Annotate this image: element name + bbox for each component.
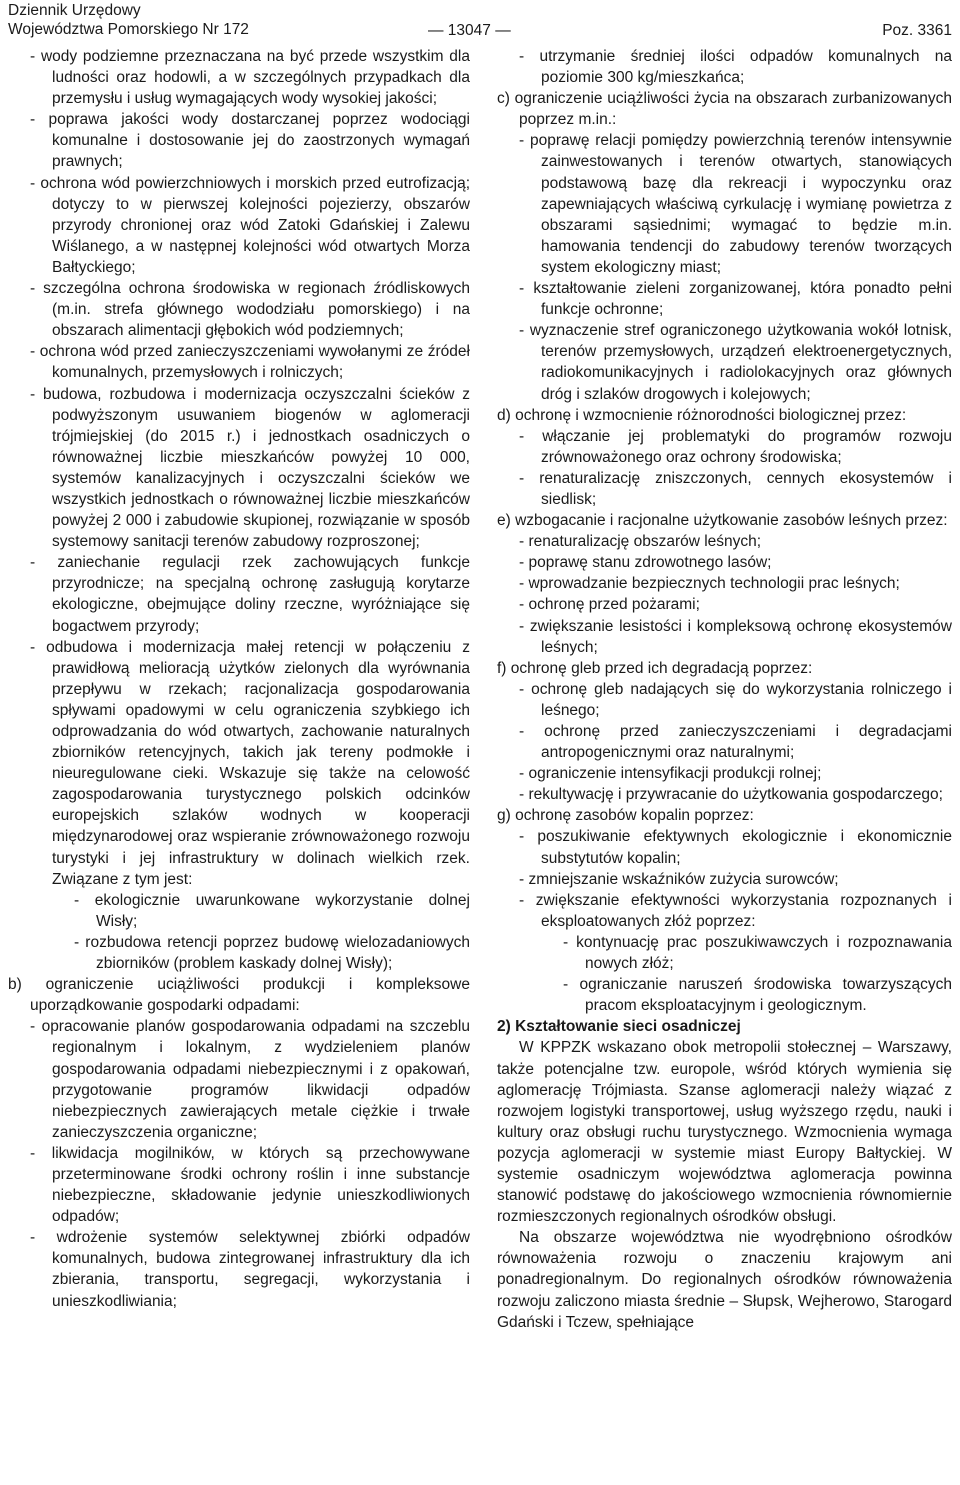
journal-voivodeship: Województwa Pomorskiego Nr 172: [8, 21, 249, 38]
sub-bullet-item: - kontynuację prac poszukiwawczych i rozpoznawania nowych złóż;: [563, 933, 952, 973]
journal-title: Dziennik Urzędowy: [8, 2, 141, 19]
page-header: [8, 0, 952, 44]
bullet-item: - poszukiwanie efektywnych ekologicznie i ekonomicznie substytutów kopalin;: [519, 828, 952, 867]
bullet-item: - odbudowa i modernizacja małej retencji w połączeniu z prawidłową melioracją użytków zielonych dla wyrównania przepływu w rzekach; racjonalizacja gospodarowania spływami opadowymi w celu ograniczenia szybkiego ich odprowadzania do wód otwartych, zachowanie naturalnych zbiorników retencyjnych, takich jak tereny podmokłe i nieuregulowane cieki. Wskazuje się także na celowość zagospodarowania turystycznego polskich odcinków europejskich szlaków wodnych w kooperacji międzynarodowej oraz wspieranie zrównoważonego rozwoju turystyki i jej infrastruktury w dolinach wielkich rzek. Związane z tym jest:: [30, 638, 470, 888]
bullet-item: - wyznaczenie stref ograniczonego użytkowania wokół lotnisk, terenów przemysłowych, urządzeń elektroenergetycznych, radiokomunikacyjnych i radiolokacyjnych oraz głównych dróg i szlaków drogowych i kolejowych;: [519, 322, 952, 403]
bullet-item: - ochronę gleb nadających się do wykorzystania rolniczego i leśnego;: [519, 680, 952, 719]
sub-bullet-item: - ograniczanie naruszeń środowiska towarzyszących pracom eksploatacyjnym i geologicznym.: [563, 976, 952, 1015]
position-number: Poz. 3361: [882, 22, 952, 39]
bullet-item: - poprawę stanu zdrowotnego lasów;: [519, 554, 772, 572]
bullet-item: - ochronę przed pożarami;: [519, 596, 700, 614]
bullet-item: - zwiększanie efektywności wykorzystania rozpoznanych i eksploatowanych złóż poprzez:: [519, 891, 952, 930]
bullet-item: - zmniejszanie wskaźników zużycia surowców;: [519, 870, 839, 888]
lettered-item: d) ochronę i wzmocnienie różnorodności biologicznej przez:: [497, 406, 907, 424]
bullet-item: - utrzymanie średniej ilości odpadów komunalnych na poziomie 300 kg/mieszkańca;: [519, 48, 952, 87]
bullet-item: - szczególna ochrona środowiska w regionach źródliskowych (m.in. strefa głównego wododziału pomorskiego) i na obszarach alimentacji głębokich wód podziemnych;: [30, 280, 470, 340]
bullet-item: - ograniczenie intensyfikacji produkcji rolnej;: [519, 765, 822, 783]
lettered-item: g) ochronę zasobów kopalin poprzez:: [497, 807, 754, 825]
lettered-item: b) ograniczenie uciążliwości produkcji i kompleksowe uporządkowanie gospodarki odpadami:: [8, 976, 470, 1015]
paragraph: Na obszarze województwa nie wyodrębniono ośrodków równoważenia rozwoju o znaczeniu krajowym ani ponadregionalnym. Do regionalnych ośrodków równoważenia rozwoju zaliczono miasta średnie – Słupsk, Wejherowo, Starogard Gdański i Tczew, spełniające: [497, 1229, 952, 1331]
bullet-item: - wody podziemne przeznaczana na być przede wszystkim dla ludności oraz hodowli, a w szczególnych przypadkach dla przemysłu i usług wymagających wody wysokiej jakości;: [30, 48, 470, 108]
section-heading: 2) Kształtowanie sieci osadniczej: [497, 1018, 741, 1036]
sub-bullet-item: - rozbudowa retencji poprzez budowę wielozadaniowych zbiorników (problem kaskady dolnej Wisły);: [74, 933, 470, 973]
bullet-item: - budowa, rozbudowa i modernizacja oczyszczalni ścieków z podwyższonym usuwaniem biogenów w aglomeracji trójmiejskiej (do 2015 r.) i jednostkach osadniczych o równoważnej liczbie mieszkańców powyżej 10 000, systemów kanalizacyjnych i oczyszczalni ścieków we wszystkich jednostkach o równoważnej liczbie mieszkańców powyżej 2 000 i zabudowie skupionej, rozwiązanie w sposób systemowy sanitacji terenów zabudowy rozproszonej;: [30, 385, 470, 551]
page-number: — 13047 —: [428, 22, 511, 39]
lettered-item: c) ograniczenie uciążliwości życia na obszarach zurbanizowanych poprzez m.in.:: [497, 90, 952, 129]
bullet-item: - rekultywację i przywracanie do użytkowania gospodarczego;: [519, 786, 943, 804]
bullet-item: - poprawa jakości wody dostarczanej poprzez wodociągi komunalne i dostosowanie jej do zaostrzonych wymagań prawnych;: [30, 111, 470, 171]
paragraph: W KPPZK wskazano obok metropolii stołecznej – Warszawy, także potencjalne tzw. europole, wśród których wymienia się aglomerację Trójmiasta. Szanse aglomeracji należy wiązać z rozwojem logistyki transportowej, usług wyższego rzędu, nauki i kultury oraz obsługi ruchu turystycznego. Wzmocnienia wymaga pozycja aglomeracji w systemie miast Europy Bałtyckiej. W systemie osadniczym województwa aglomeracja powinna stanowić podstawę do jakościowego wzmocnienia równomiernie rozmieszczonych regionalnych ośrodków obsługi.: [497, 1039, 952, 1226]
bullet-item: - zaniechanie regulacji rzek zachowujących funkcje przyrodnicze; na specjalną ochronę zasługują korytarze ekologiczne, obejmujące doliny rzeczne, wyróżniające się bogactwem przyrody;: [30, 554, 470, 635]
bullet-item: - likwidacja mogilników, w których są przechowywane przeterminowane środki ochrony roślin i inne substancje niebezpieczne, składowanie jedynie unieszkodliwionych odpadów;: [30, 1144, 470, 1226]
bullet-item: - ochrona wód powierzchniowych i morskich przed eutrofizacją; dotyczy to w pierwszej kolejności pojezierzy, obszarów przyrody chronionej oraz wód Zatoki Gdańskiej i Zalewu Wiślanego, a w następnej kolejności wód otwartych Morza Bałtyckiego;: [30, 174, 470, 276]
bullet-item: - ochronę przed zanieczyszczeniami i degradacjami antropogenicznymi oraz naturalnymi;: [519, 723, 952, 762]
bullet-item: - wdrożenie systemów selektywnej zbiórki odpadów komunalnych, budowa zintegrowanej infrastruktury dla ich zbierania, transportu, segregacji, wykorzystania i unieszkodliwiania;: [30, 1229, 470, 1310]
bullet-item: - kształtowanie zieleni zorganizowanej, która ponadto pełni funkcje ochronne;: [519, 280, 952, 319]
sub-bullet-item: - ekologicznie uwarunkowane wykorzystanie dolnej Wisły;: [74, 891, 470, 930]
bullet-item: - renaturalizację obszarów leśnych;: [519, 533, 762, 551]
bullet-item: - poprawę relacji pomiędzy powierzchnią terenów intensywnie zainwestowanych i terenów otwartych, stanowiących podstawową bazę dla rekreacji i wypoczynku oraz zapewniających właściwą cyrkulację i wymianę powietrza z obszarami sąsiednimi; wymagać to będzie m.in. hamowania tendencji do zabudowy terenów tworzących system ekologiczny miast;: [519, 132, 952, 276]
bullet-item: - opracowanie planów gospodarowania odpadami na szczeblu regionalnym i lokalnym, z wydzieleniem planów gospodarowania odpadami niebezpiecznymi i z opakowań, przygotowanie programów likwidacji odpadów niebezpiecznych zawierających metale ciężkie i trwałe zanieczyszczenia organiczne;: [30, 1018, 470, 1141]
bullet-item: - wprowadzanie bezpiecznych technologii prac leśnych;: [519, 575, 900, 593]
right-column: [497, 46, 952, 1333]
lettered-item: f) ochronę gleb przed ich degradacją poprzez:: [497, 659, 813, 677]
left-column: [8, 46, 470, 1312]
bullet-item: - renaturalizację zniszczonych, cennych ekosystemów i siedlisk;: [519, 469, 952, 508]
journal-masthead: [8, 1, 249, 39]
bullet-item: - zwiększanie lesistości i kompleksową ochronę ekosystemów leśnych;: [519, 617, 952, 656]
lettered-item: e) wzbogacanie i racjonalne użytkowanie zasobów leśnych przez:: [497, 512, 948, 530]
bullet-item: - włączanie jej problematyki do programów rozwoju zrównoważonego oraz ochrony środowiska;: [519, 427, 952, 466]
bullet-item: - ochrona wód przed zanieczyszczeniami wywołanymi ze źródeł komunalnych, przemysłowych i rolniczych;: [30, 343, 470, 382]
